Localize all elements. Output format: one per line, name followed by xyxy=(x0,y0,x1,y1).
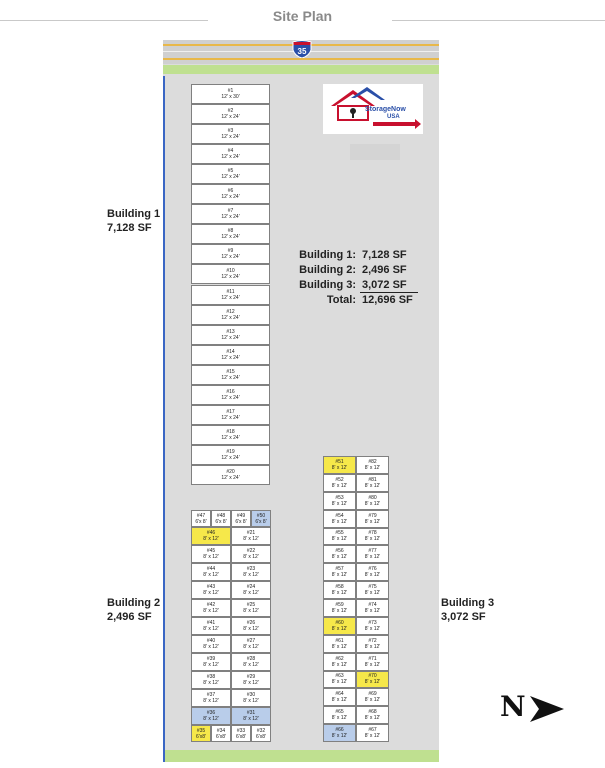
storage-unit xyxy=(356,510,389,528)
unit-size: 12' x 24' xyxy=(221,434,240,441)
unit-size: 8' x 12' xyxy=(243,536,259,542)
unit-size: 12' x 24' xyxy=(221,334,240,341)
unit-number: #13 xyxy=(226,328,235,335)
building-name: Building 3 xyxy=(441,597,495,609)
building-3-left-column xyxy=(323,456,356,742)
unit-number: #43 xyxy=(206,584,216,590)
summary-value: 12,696 SF xyxy=(362,294,413,306)
unit-number: #47 xyxy=(196,512,206,519)
unit-number: #62 xyxy=(335,655,344,662)
unit-number: #14 xyxy=(226,348,235,355)
unit-number: #38 xyxy=(206,674,216,680)
storage-unit xyxy=(231,581,271,599)
unit-number: #55 xyxy=(335,530,344,537)
storage-unit xyxy=(191,689,231,707)
unit-number: #40 xyxy=(206,638,216,644)
unit-number: #56 xyxy=(335,548,344,555)
unit-number: #21 xyxy=(246,530,256,536)
storage-unit xyxy=(251,510,271,527)
unit-size: 8' x 12' xyxy=(364,607,381,614)
unit-size: 6'x8' xyxy=(256,733,266,740)
unit-size: 6'x8' xyxy=(196,733,206,740)
storage-unit xyxy=(191,635,231,653)
storage-unit xyxy=(231,689,271,707)
unit-size: 8' x 12' xyxy=(331,607,348,614)
unit-number: #61 xyxy=(335,637,344,644)
storage-unit xyxy=(323,635,356,653)
unit-number: #25 xyxy=(246,602,256,608)
unit-number: #64 xyxy=(335,691,344,698)
unit-number: #26 xyxy=(246,620,256,626)
summary-label: Building 3: xyxy=(299,279,356,291)
unit-number: #82 xyxy=(368,458,377,465)
unit-number: #66 xyxy=(335,727,344,734)
unit-size: 8' x 12' xyxy=(203,662,219,668)
unit-number: #4 xyxy=(227,148,234,155)
building-name: Building 1 xyxy=(107,208,161,220)
unit-size: 8' x 12' xyxy=(331,715,348,722)
storage-unit xyxy=(191,164,270,184)
unit-number: #58 xyxy=(335,584,344,591)
storage-unit xyxy=(191,510,211,527)
building-area: 2,496 SF xyxy=(107,611,152,623)
unit-size: 8' x 12' xyxy=(203,590,219,596)
area-summary xyxy=(290,248,426,310)
unit-size: 12' x 24' xyxy=(221,174,240,181)
unit-size: 8' x 12' xyxy=(364,697,381,704)
unit-size: 8' x 12' xyxy=(364,643,381,650)
storage-unit xyxy=(323,492,356,510)
unit-size: 8' x 12' xyxy=(243,608,259,614)
unit-size: 8' x 12' xyxy=(331,554,348,561)
unit-number: #57 xyxy=(335,566,344,573)
unit-size: 8' x 12' xyxy=(203,536,219,542)
unit-size: 6'x8' xyxy=(216,733,226,740)
storage-unit xyxy=(191,144,270,164)
storage-unit xyxy=(191,545,231,563)
storage-unit xyxy=(356,706,389,724)
storage-unit xyxy=(323,688,356,706)
unit-number: #12 xyxy=(226,308,235,315)
unit-size: 8' x 12' xyxy=(243,698,259,704)
storage-unit xyxy=(356,563,389,581)
storage-unit xyxy=(191,527,231,545)
unit-size: 8' x 12' xyxy=(243,680,259,686)
storage-unit xyxy=(323,617,356,635)
unit-size: 6'x 8' xyxy=(255,518,267,525)
storage-unit xyxy=(356,617,389,635)
unit-size: 8' x 12' xyxy=(364,590,381,597)
storage-unit xyxy=(191,707,231,725)
storage-unit xyxy=(191,264,270,284)
logo-placeholder xyxy=(350,144,400,160)
unit-number: #48 xyxy=(216,512,226,519)
storage-unit xyxy=(191,617,231,635)
unit-size: 12' x 24' xyxy=(221,234,240,241)
building-3-label xyxy=(441,596,494,624)
storage-unit xyxy=(191,445,270,465)
unit-size: 8' x 12' xyxy=(203,644,219,650)
storage-unit xyxy=(323,599,356,617)
summary-value: 2,496 SF xyxy=(362,264,407,276)
unit-size: 8' x 12' xyxy=(364,733,381,740)
storage-unit xyxy=(191,465,270,485)
unit-size: 12' x 24' xyxy=(221,114,240,121)
unit-number: #32 xyxy=(256,727,266,734)
storage-unit xyxy=(356,688,389,706)
storage-unit xyxy=(323,581,356,599)
building-3-right-column xyxy=(356,456,389,742)
building-1-label xyxy=(107,207,160,235)
storage-unit xyxy=(191,653,231,671)
unit-number: #2 xyxy=(227,108,234,115)
storage-unit xyxy=(231,617,271,635)
storage-unit xyxy=(323,510,356,528)
unit-size: 8' x 12' xyxy=(243,626,259,632)
unit-size: 8' x 12' xyxy=(364,464,381,471)
unit-number: #60 xyxy=(335,619,344,626)
unit-size: 8' x 12' xyxy=(203,572,219,578)
unit-number: #37 xyxy=(206,692,216,698)
unit-size: 8' x 12' xyxy=(203,680,219,686)
unit-number: #74 xyxy=(368,601,377,608)
storage-unit xyxy=(323,653,356,671)
storage-unit xyxy=(251,725,271,742)
north-label: N xyxy=(500,690,526,723)
unit-size: 8' x 12' xyxy=(331,643,348,650)
storage-unit xyxy=(191,104,270,124)
highway-shield-number: 35 xyxy=(297,47,307,56)
unit-size: 6'x 8' xyxy=(195,518,207,525)
unit-size: 8' x 12' xyxy=(203,626,219,632)
unit-number: #19 xyxy=(226,448,235,455)
unit-number: #24 xyxy=(246,584,256,590)
storage-unit xyxy=(231,725,251,742)
unit-number: #72 xyxy=(368,637,377,644)
unit-size: 8' x 12' xyxy=(243,716,259,722)
storage-unit xyxy=(231,707,271,725)
unit-size: 12' x 24' xyxy=(221,454,240,461)
unit-number: #23 xyxy=(246,566,256,572)
unit-size: 8' x 12' xyxy=(203,554,219,560)
unit-number: #6 xyxy=(227,188,234,195)
unit-number: #31 xyxy=(246,710,256,716)
storage-unit xyxy=(191,124,270,144)
unit-size: 12' x 24' xyxy=(221,474,240,481)
unit-size: 12' x 24' xyxy=(221,254,240,261)
unit-number: #41 xyxy=(206,620,216,626)
storage-unit xyxy=(356,671,389,689)
unit-size: 8' x 12' xyxy=(243,572,259,578)
unit-size: 8' x 12' xyxy=(331,482,348,489)
unit-size: 12' x 24' xyxy=(221,374,240,381)
storage-unit xyxy=(356,599,389,617)
unit-size: 8' x 12' xyxy=(364,536,381,543)
unit-number: #36 xyxy=(206,710,216,716)
unit-size: 8' x 12' xyxy=(364,500,381,507)
storage-unit xyxy=(191,365,270,385)
unit-number: #3 xyxy=(227,128,234,135)
storage-unit xyxy=(231,653,271,671)
unit-size: 8' x 12' xyxy=(243,590,259,596)
unit-size: 8' x 12' xyxy=(331,572,348,579)
storage-unit xyxy=(211,510,231,527)
unit-number: #9 xyxy=(227,248,234,255)
unit-number: #22 xyxy=(246,548,256,554)
storage-unit xyxy=(191,345,270,365)
unit-size: 12' x 30' xyxy=(221,94,240,101)
storage-unit xyxy=(191,305,270,325)
summary-label: Building 2: xyxy=(299,264,356,276)
storage-unit xyxy=(356,545,389,563)
unit-number: #52 xyxy=(335,476,344,483)
storage-unit xyxy=(356,724,389,742)
unit-size: 8' x 12' xyxy=(331,661,348,668)
unit-size: 12' x 24' xyxy=(221,294,240,301)
building-area: 7,128 SF xyxy=(107,222,152,234)
storage-unit xyxy=(191,184,270,204)
unit-size: 8' x 12' xyxy=(203,716,219,722)
unit-size: 8' x 12' xyxy=(331,625,348,632)
unit-number: #11 xyxy=(226,288,235,295)
unit-number: #76 xyxy=(368,566,377,573)
storage-unit xyxy=(231,527,271,545)
unit-size: 8' x 12' xyxy=(364,679,381,686)
unit-size: 12' x 24' xyxy=(221,194,240,201)
storage-unit xyxy=(231,671,271,689)
storage-unit xyxy=(191,224,270,244)
unit-number: #18 xyxy=(226,428,235,435)
unit-number: #20 xyxy=(226,468,235,475)
unit-number: #17 xyxy=(226,408,235,415)
logo-text: StorageNow xyxy=(365,106,406,113)
unit-number: #46 xyxy=(206,530,216,536)
storage-unit xyxy=(191,425,270,445)
storage-unit xyxy=(211,725,231,742)
storage-unit xyxy=(191,405,270,425)
unit-size: 8' x 12' xyxy=(331,679,348,686)
building-2-right-column xyxy=(231,527,271,725)
unit-size: 8' x 12' xyxy=(364,625,381,632)
unit-number: #44 xyxy=(206,566,216,572)
storage-unit xyxy=(323,474,356,492)
unit-number: #15 xyxy=(226,368,235,375)
unit-number: #45 xyxy=(206,548,216,554)
summary-label: Total: xyxy=(326,294,356,306)
storage-unit xyxy=(356,581,389,599)
unit-size: 6'x 8' xyxy=(215,518,227,525)
building-2-label xyxy=(107,596,160,624)
unit-number: #53 xyxy=(335,494,344,501)
unit-number: #10 xyxy=(226,268,235,275)
summary-label: Building 1: xyxy=(299,249,356,261)
storage-unit xyxy=(191,244,270,264)
unit-size: 12' x 24' xyxy=(221,214,240,221)
unit-number: #34 xyxy=(216,727,226,734)
unit-size: 6'x 8' xyxy=(235,518,247,525)
unit-size: 8' x 12' xyxy=(243,644,259,650)
unit-size: 8' x 12' xyxy=(243,662,259,668)
storage-unit xyxy=(356,456,389,474)
building-2-left-column xyxy=(191,527,231,725)
unit-number: #65 xyxy=(335,709,344,716)
unit-number: #73 xyxy=(368,619,377,626)
unit-number: #16 xyxy=(226,388,235,395)
unit-size: 8' x 12' xyxy=(364,661,381,668)
page-title: Site Plan xyxy=(272,8,333,24)
grass-strip xyxy=(163,750,439,762)
storage-unit xyxy=(191,325,270,345)
building-1 xyxy=(191,84,270,485)
storage-unit xyxy=(323,671,356,689)
unit-size: 12' x 24' xyxy=(221,134,240,141)
unit-number: #68 xyxy=(368,709,377,716)
unit-size: 8' x 12' xyxy=(364,715,381,722)
unit-size: 6'x8' xyxy=(236,733,246,740)
unit-number: #63 xyxy=(335,673,344,680)
unit-number: #79 xyxy=(368,512,377,519)
unit-size: 8' x 12' xyxy=(331,500,348,507)
storage-unit xyxy=(323,724,356,742)
highway-stripe xyxy=(163,58,439,60)
unit-number: #49 xyxy=(236,512,246,519)
fence-line xyxy=(163,76,165,762)
unit-number: #35 xyxy=(196,727,206,734)
unit-number: #29 xyxy=(246,674,256,680)
unit-size: 8' x 12' xyxy=(203,608,219,614)
unit-size: 12' x 24' xyxy=(221,414,240,421)
storage-unit xyxy=(323,545,356,563)
storage-unit xyxy=(323,528,356,546)
unit-number: #69 xyxy=(368,691,377,698)
unit-number: #39 xyxy=(206,656,216,662)
unit-size: 12' x 24' xyxy=(221,394,240,401)
unit-number: #33 xyxy=(236,727,246,734)
unit-number: #5 xyxy=(227,168,234,175)
unit-number: #8 xyxy=(227,228,234,235)
storage-unit xyxy=(191,385,270,405)
storage-unit xyxy=(191,725,211,742)
unit-size: 8' x 12' xyxy=(331,536,348,543)
unit-size: 12' x 24' xyxy=(221,274,240,281)
storage-unit xyxy=(231,635,271,653)
unit-size: 12' x 24' xyxy=(221,154,240,161)
unit-number: #30 xyxy=(246,692,256,698)
storage-unit xyxy=(356,653,389,671)
storage-unit xyxy=(231,545,271,563)
unit-number: #75 xyxy=(368,584,377,591)
summary-value: 7,128 SF xyxy=(362,249,407,261)
storage-unit xyxy=(231,599,271,617)
grass-strip xyxy=(163,65,439,74)
unit-number: #81 xyxy=(368,476,377,483)
storage-unit xyxy=(191,84,270,104)
unit-number: #80 xyxy=(368,494,377,501)
unit-size: 8' x 12' xyxy=(364,518,381,525)
unit-number: #78 xyxy=(368,530,377,537)
unit-number: #7 xyxy=(227,208,234,215)
storage-unit xyxy=(191,581,231,599)
unit-number: #54 xyxy=(335,512,344,519)
building-area: 3,072 SF xyxy=(441,611,486,623)
unit-number: #50 xyxy=(256,512,266,519)
unit-number: #70 xyxy=(368,673,377,680)
storage-unit xyxy=(356,492,389,510)
storage-unit xyxy=(191,671,231,689)
unit-number: #42 xyxy=(206,602,216,608)
summary-value: 3,072 SF xyxy=(362,279,407,291)
storage-unit xyxy=(191,599,231,617)
storage-unit xyxy=(191,563,231,581)
storage-unit xyxy=(231,563,271,581)
north-arrow-icon xyxy=(530,696,564,722)
storage-unit xyxy=(356,474,389,492)
building-2-top-row xyxy=(191,510,271,527)
building-2-bottom-row xyxy=(191,725,271,742)
unit-number: #27 xyxy=(246,638,256,644)
unit-number: #77 xyxy=(368,548,377,555)
unit-number: #1 xyxy=(227,88,234,95)
unit-number: #28 xyxy=(246,656,256,662)
unit-size: 8' x 12' xyxy=(331,733,348,740)
storage-unit xyxy=(231,510,251,527)
storage-unit xyxy=(191,204,270,224)
unit-size: 8' x 12' xyxy=(331,518,348,525)
storage-unit xyxy=(323,456,356,474)
storage-unit xyxy=(191,285,270,305)
unit-size: 8' x 12' xyxy=(364,572,381,579)
building-name: Building 2 xyxy=(107,597,161,609)
unit-size: 8' x 12' xyxy=(331,697,348,704)
unit-size: 8' x 12' xyxy=(364,554,381,561)
unit-number: #59 xyxy=(335,601,344,608)
unit-number: #67 xyxy=(368,727,377,734)
storage-unit xyxy=(323,563,356,581)
unit-size: 12' x 24' xyxy=(221,354,240,361)
unit-size: 8' x 12' xyxy=(331,464,348,471)
storage-unit xyxy=(356,528,389,546)
unit-size: 8' x 12' xyxy=(203,698,219,704)
unit-size: 12' x 24' xyxy=(221,314,240,321)
unit-size: 8' x 12' xyxy=(331,590,348,597)
logo-subtext: USA xyxy=(387,114,400,120)
unit-size: 8' x 12' xyxy=(364,482,381,489)
storage-unit xyxy=(356,635,389,653)
unit-size: 8' x 12' xyxy=(243,554,259,560)
unit-number: #71 xyxy=(368,655,377,662)
storagenow-logo xyxy=(323,84,423,134)
storage-unit xyxy=(323,706,356,724)
unit-number: #51 xyxy=(335,458,344,465)
